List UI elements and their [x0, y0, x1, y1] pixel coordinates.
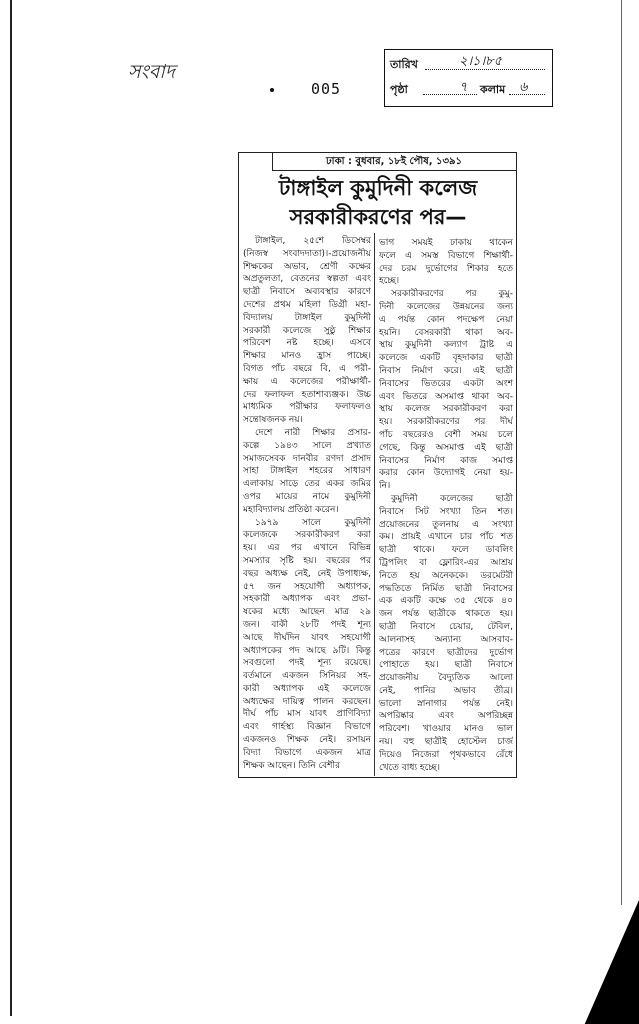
- stamp-date-label: তারিখ: [390, 58, 418, 71]
- text-line: অপ্রতুলতা, বেতনের স্বল্পতা এবং: [243, 274, 371, 285]
- text-line: মাধ্যমিক পরীক্ষার ফলাফলও: [243, 402, 371, 413]
- text-line: পদ্ধতিতে নির্মিত ছাত্রী নিবাসের: [379, 583, 513, 594]
- text-line: শিক্ষকের অভাব, শ্রেণী কক্ষের: [243, 261, 371, 272]
- text-line: সরকারীকরণের পর কুমু-: [391, 289, 513, 300]
- text-line: হয়। সরকারীকরণের পর দীর্ঘ: [379, 417, 513, 428]
- text-line: ছাত্রী নিবাসে চেয়ার, টেবিল,: [379, 621, 513, 632]
- text-line: দীর্ঘ পাঁচ মাস যাবৎ প্রাণিবিদ্যা: [243, 709, 371, 720]
- text-line: পত্রের কারণে ছাত্রীদের দুর্ভোগ: [379, 647, 513, 658]
- right-column: [379, 237, 513, 774]
- stamp-column-label: কলাম: [480, 83, 506, 96]
- dateline: ঢাকা : বুধবার, ১৮ই পৌষ, ১৩৯১: [326, 156, 462, 167]
- stamp-page-dotted-line: [423, 94, 477, 95]
- text-line: দিনী কলেজের উন্নয়নের জন্য: [379, 301, 513, 312]
- text-line: কারী অধ্যাপক এই কলেজে: [243, 683, 371, 694]
- text-line: নিবাস নির্মাণ করে। এই ছাত্রী: [379, 365, 513, 376]
- text-line: অপরিষ্কার এবং অপরিচ্ছন্ন: [379, 711, 513, 722]
- text-line: পরিবেশ। খাওয়ার মানও ভাল: [379, 724, 513, 735]
- paragraph: [379, 237, 513, 288]
- text-line: এ পর্যন্ত কোন পদক্ষেপ নেয়া: [379, 314, 513, 325]
- text-line: (নিজস্ব সংবাদদাতা)।-প্রয়োজনীয়: [243, 248, 371, 259]
- archive-stamp: [384, 49, 553, 107]
- column-rule: [374, 233, 375, 776]
- scan-corner-shadow: [580, 900, 639, 1024]
- text-line: সমস্যার সৃষ্টি হয়। বছরের পর: [243, 555, 371, 566]
- text-line: অধ্যক্ষের দায়িত্ব পালন করছেন।: [243, 696, 371, 707]
- text-line: বিগত পাঁচ বছরে বি, এ পরী-: [243, 363, 371, 374]
- text-line: দিয়েও নিজেরা পৃথকভাবে রেঁধে: [379, 749, 513, 760]
- text-line: কলেজে একটি বৃহদাকার ছাত্রী: [379, 353, 513, 364]
- text-line: গেছে, কিন্তু অসমাপ্ত এই ছাত্রী: [379, 442, 513, 453]
- text-line: পাঁচ বছরেরও বেশী সময় চলে: [379, 429, 513, 440]
- paragraph: [243, 235, 371, 427]
- text-line: ভাগ সময়ই ঢাকায় থাকেন: [379, 238, 513, 248]
- text-line: সবগুলো পদই শূন্য রয়েছে।: [243, 658, 371, 669]
- text-line: ভালো স্নানাগার পর্যন্ত নেই।: [379, 698, 513, 709]
- text-line: খেতে বাধ্য হচ্ছে।: [379, 762, 441, 773]
- text-line: কুমুদিনী কলেজের ছাত্রী: [391, 493, 513, 504]
- paragraph: [243, 427, 371, 517]
- text-line: বছর অধ্যক্ষ নেই, নেই উপাধ্যক্ষ,: [243, 568, 371, 579]
- text-line: ট্রিপলিং বা ফ্লোরিং-এর আশ্রয়: [379, 557, 513, 568]
- text-line: নিবাসে সিট সংখ্যা তিন শত।: [379, 506, 513, 517]
- text-line: ৫৭ জন সহযোগী অধ্যাপক,: [243, 581, 371, 592]
- text-line: হচ্ছে।: [379, 276, 400, 287]
- dateline-rule: [272, 170, 516, 171]
- text-line: নিতে হয় অনেককে। ডরমেটরী: [379, 570, 513, 581]
- stamp-page-label: পৃষ্ঠা: [390, 83, 408, 96]
- text-line: শিক্ষার মানও হ্রাস পাচ্ছে।: [243, 351, 371, 362]
- page-number: 005: [311, 80, 342, 98]
- text-line: পরিবেশ নষ্ট হচ্ছে। এসবে: [243, 338, 371, 349]
- text-line: বিদ্যা বিভাগে একজন মাত্র: [243, 747, 371, 758]
- text-line: করার কোন উদ্যোগই নেয়া হয়-: [379, 468, 513, 479]
- text-line: বিদ্যালয় টাঙ্গাইল কুমুদিনী: [243, 312, 371, 323]
- text-line: আলনাসহ অন্যান্য আসবাব-: [379, 634, 513, 645]
- text-line: হয়। এর পর এখানে বিভিন্ন: [243, 543, 371, 554]
- text-line: কম। প্রায়ই এখানে চার পাঁচ শত: [379, 532, 513, 543]
- stamp-column-value: ৬: [519, 80, 528, 95]
- headline-line-1: টাঙ্গাইল কুমুদিনী কলেজ: [278, 176, 478, 200]
- text-line: দেশে নারী শিক্ষার প্রসার-: [255, 427, 371, 438]
- scan-right-edge: [621, 0, 622, 905]
- text-line: নেই, পানির অভাব তীব্র।: [379, 685, 513, 696]
- text-line: দের চরম দুর্ভোগের শিকার হতে: [379, 263, 513, 274]
- text-line: ক্ষায় এ কলেজের পরীক্ষার্থী-: [243, 376, 371, 387]
- text-line: ছাত্রী থাকে। ফলে ডাবলিং: [379, 545, 513, 556]
- text-line: স্থায় কলেজ সরকারীকরণ করা: [379, 404, 513, 415]
- text-line: সরকারী কলেজে সুষ্ঠু শিক্ষার: [243, 325, 371, 336]
- text-line: এবং গার্হস্থ্য বিজ্ঞান বিভাগে: [243, 722, 371, 733]
- text-line: ছাত্রী নিবাসে অব্যবস্থার কারণে: [243, 287, 371, 298]
- text-line: হয়নি। বেসরকারী থাকা অব-: [379, 327, 513, 338]
- text-line: অধ্যাপকের পদ আছে ৯টি। কিন্তু: [243, 645, 371, 656]
- text-line: সহকারী অধ্যাপক এবং প্রভা-: [243, 594, 371, 605]
- left-column: [243, 235, 371, 772]
- text-line: স্থায় কুমুদিনী কল্যাণ ট্রাষ্ট এ: [379, 340, 513, 351]
- handwritten-source-label: সংবাদ: [128, 61, 175, 83]
- text-line: বর্তমানে একজন সিনিয়র সহ-: [243, 671, 371, 682]
- text-line: সন্তোষজনক নয়।: [243, 415, 303, 426]
- text-line: শিক্ষক আছেন। তিনি বেশীর: [243, 760, 341, 771]
- text-line: এলাকায় সাড়ে তের একর জমির: [243, 479, 371, 490]
- text-line: সাহা টাঙ্গাইল শহরের সাধারণ: [243, 466, 371, 477]
- newspaper-clipping: [238, 152, 517, 778]
- text-line: জন পর্যন্ত ছাত্রীকে থাকতে হয়।: [379, 609, 513, 620]
- scan-left-edge: [10, 0, 12, 1016]
- text-line: একজনও শিক্ষক নেই। রসায়ন: [243, 735, 371, 746]
- text-line: প্রয়োজনের তুলনায় এ সংখ্যা: [379, 519, 513, 530]
- text-line: টাঙ্গাইল, ২৫শে ডিসেম্বর: [255, 236, 371, 246]
- bullet-dot: [270, 88, 274, 92]
- text-line: দেশের প্রথম মহিলা ডিগ্রী মহা-: [243, 299, 371, 310]
- text-line: ফলে এ সমস্ত বিভাগে শিক্ষার্থী-: [379, 250, 513, 261]
- text-line: কল্পে ১৯৪৩ সালে প্রখ্যাত: [243, 440, 371, 451]
- text-line: ১৯৭৯ সালে কুমুদিনী: [255, 517, 371, 528]
- text-line: ষকের মধ্যে আছেন মাত্র ২৯: [243, 607, 371, 618]
- headline-line-2: সরকারীকরণের পর—: [289, 205, 467, 229]
- paragraph: [379, 493, 513, 775]
- text-line: আছে দীর্ঘদিন যাবৎ সহযোগী: [243, 632, 371, 643]
- paragraph: [243, 517, 371, 773]
- text-line: নয়। বহু ছাত্রীই হোস্টেল চার্জ: [379, 737, 513, 748]
- text-line: কলেজকে সরকারীকরণ করা: [243, 530, 371, 541]
- text-line: দের ফলাফল হতাশাব্যঞ্জক। উচ্চ: [243, 389, 371, 400]
- text-line: এক একটি কক্ষে ৩৫ থেকে ৪০: [379, 596, 513, 607]
- text-line: নি।: [379, 481, 391, 492]
- text-line: নিবাসের ভিতরের একটা অংশ: [379, 378, 513, 389]
- stamp-date-value: ২।১।৮৫: [459, 54, 503, 69]
- stamp-page-value: ৭: [459, 80, 468, 95]
- text-line: সমাজসেবক দানবীর রণদা প্রসাদ: [243, 453, 371, 464]
- text-line: নিবাসের নির্মাণ কাজ সমাপ্ত: [379, 455, 513, 466]
- text-line: পোহাতে হয়। ছাত্রী নিবাসে: [379, 660, 513, 671]
- text-line: মহাবিদ্যালয় প্রতিষ্ঠা করেন।: [243, 504, 339, 515]
- text-line: এবং ভিতরে অসমাপ্ত থাকা অব-: [379, 391, 513, 402]
- text-line: প্রয়োজনীয় বৈদ্যুতিক আলো: [379, 673, 513, 684]
- text-line: জন। বাকী ২৮টি পদই শূন্য: [243, 619, 371, 630]
- paragraph: [379, 288, 513, 493]
- text-line: ওপর মায়ের নামে কুমুদিনী: [243, 491, 371, 502]
